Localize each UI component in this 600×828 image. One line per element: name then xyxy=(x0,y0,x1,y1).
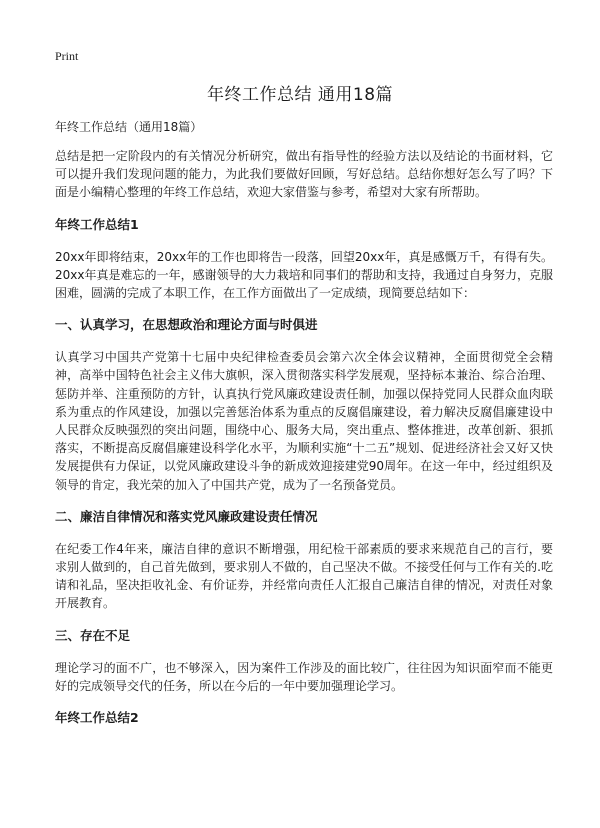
subsection-integrity-paragraph: 在纪委工作4年来，廉洁自律的意识不断增强，用纪检干部素质的要求来规范自己的言行，要求别人做到的，自己首先做到，要求别人不做的，自己坚决不做。不接受任何与工作有关的.吃请和礼品，坚决拒收礼金、有价证券，并经常向责任人汇报自己廉洁自律的情况，对责任对象开展教育。 xyxy=(55,541,553,611)
subsection-heading-shortcomings: 三、存在不足 xyxy=(55,627,131,643)
print-link[interactable]: Print xyxy=(55,49,79,63)
section-heading-2: 年终工作总结2 xyxy=(55,710,139,726)
document-body xyxy=(55,118,553,741)
subsection-study-paragraph: 认真学习中国共产党第十七届中央纪律检查委员会第六次全体会议精神，全面贯彻党全会精神，高举中国特色社会主义伟大旗帜，深入贯彻落实科学发展观，坚持标本兼治、综合治理、惩防并举、注重预防的方针，认真执行党风廉政建设责任制，加强以保持党同人民群众血肉联系为重点的作风建设，加强以完善惩治体系为重点的反腐倡廉建设，着力解决反腐倡廉建设中人民群众反映强烈的突出问题，围绕中心、服务大局，突出重点、整体推进，改革创新、狠抓落实，不断提高反腐倡廉建设科学化水平，为顺利实施“十二五”规划、促进经济社会又好又快发展提供有力保证，以党风廉政建设斗争的新成效迎接建党90周年。在这一年中，经过组织及领导的肯定，我光荣的加入了中国共产党，成为了一名预备党员。 xyxy=(55,350,553,492)
section-1-paragraph: 20xx年即将结束，20xx年的工作也即将告一段落，回望20xx年，真是感慨万千，有得有失。20xx年真是难忘的一年，感谢领导的大力栽培和同事们的帮助和支持，我通过自身努力，克服困难，圆满的完成了本职工作，在工作方面做出了一定成绩，现简要总结如下： xyxy=(55,249,553,301)
section-heading-1: 年终工作总结1 xyxy=(55,216,139,232)
subsection-shortcomings-paragraph: 理论学习的面不广，也不够深入，因为案件工作涉及的面比较广，往往因为知识面窄而不能更好的完成领导交代的任务，所以在今后的一年中要加强理论学习。 xyxy=(55,660,553,693)
subsection-heading-study: 一、认真学习，在思想政治和理论方面与时俱进 xyxy=(55,317,318,333)
intro-paragraph: 总结是把一定阶段内的有关情况分析研究，做出有指导性的经验方法以及结论的书面材料，它可以提升我们发现问题的能力，为此我们要做好回顾，写好总结。总结你想好怎么写了吗？下面是小编精心整理的年终工作总结，欢迎大家借鉴与参考，希望对大家有所帮助。 xyxy=(55,149,553,200)
page-title: 年终工作总结 通用18篇 xyxy=(206,85,394,105)
document-subtitle: 年终工作总结（通用18篇） xyxy=(55,120,203,134)
subsection-heading-integrity: 二、廉洁自律情况和落实党风廉政建设责任情况 xyxy=(55,508,318,524)
